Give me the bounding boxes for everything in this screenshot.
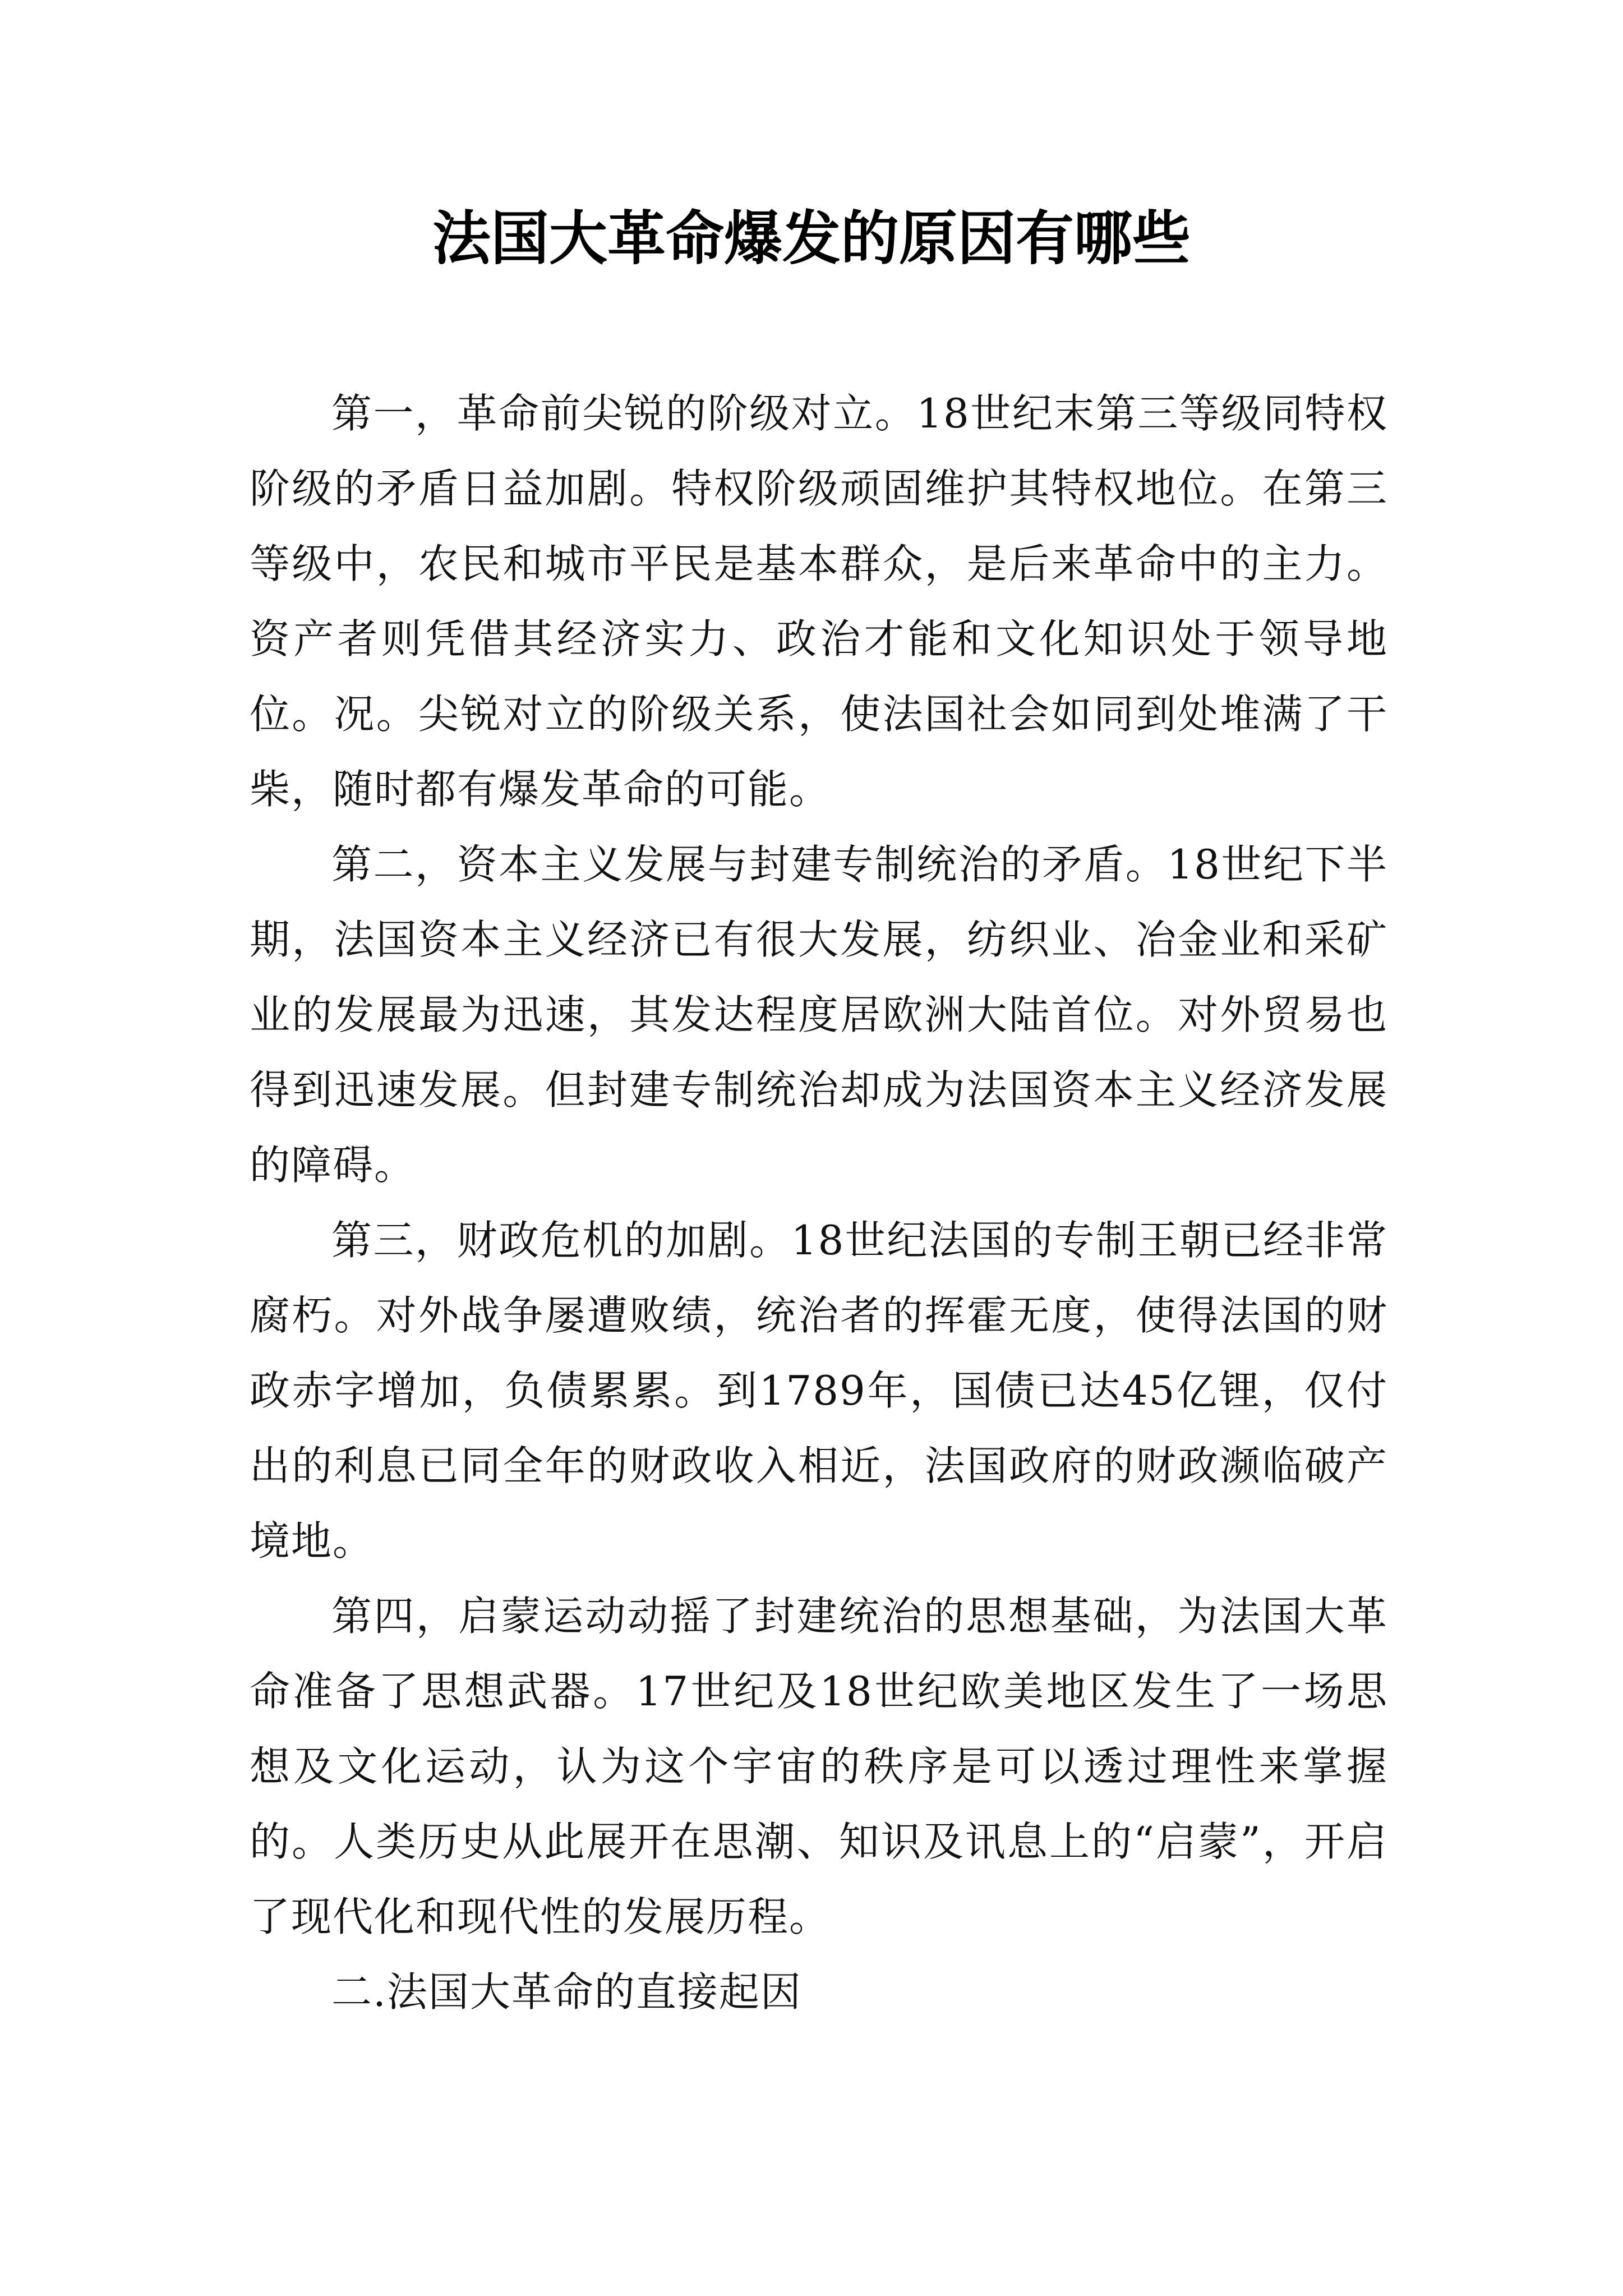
document-body: [250, 376, 1388, 2030]
paragraph-capitalism-conflict: 第二，资本主义发展与封建专制统治的矛盾。18世纪下半期，法国资本主义经济已有很大发展，纺织业、冶金业和采矿业的发展最为迅速，其发达程度居欧洲大陆首位。对外贸易也得到迅速发展。但封建专制统治却成为法国资本主义经济发展的障碍。: [250, 841, 1388, 1189]
paragraph-financial-crisis: 第三，财政危机的加剧。18世纪法国的专制王朝已经非常腐朽。对外战争屡遭败绩，统治者的挥霍无度，使得法国的财政赤字增加，负债累累。到1789年，国债已达45亿锂，仅付出的利息已同全年的财政收入相近，法国政府的财政濒临破产境地。: [250, 1217, 1388, 1565]
document-title: 法国大革命爆发的原因有哪些: [432, 204, 1191, 273]
paragraph-class-conflict: 第一，革命前尖锐的阶级对立。18世纪末第三等级同特权阶级的矛盾日益加剧。特权阶级顽固维护其特权地位。在第三等级中，农民和城市平民是基本群众，是后来革命中的主力。资产者则凭借其经济实力、政治才能和文化知识处于领导地位。况。尖锐对立的阶级关系，使法国社会如同到处堆满了干柴，随时都有爆发革命的可能。: [250, 390, 1388, 813]
section-heading-direct-cause: 二.法国大革命的直接起因: [331, 1968, 802, 2016]
paragraph-enlightenment: 第四，启蒙运动动摇了封建统治的思想基础，为法国大革命准备了思想武器。17世纪及18世纪欧美地区发生了一场思想及文化运动，认为这个宇宙的秩序是可以透过理性来掌握的。人类历史从此展开在思潮、知识及讯息上的“启蒙”，开启了现代化和现代性的发展历程。: [250, 1593, 1388, 1940]
